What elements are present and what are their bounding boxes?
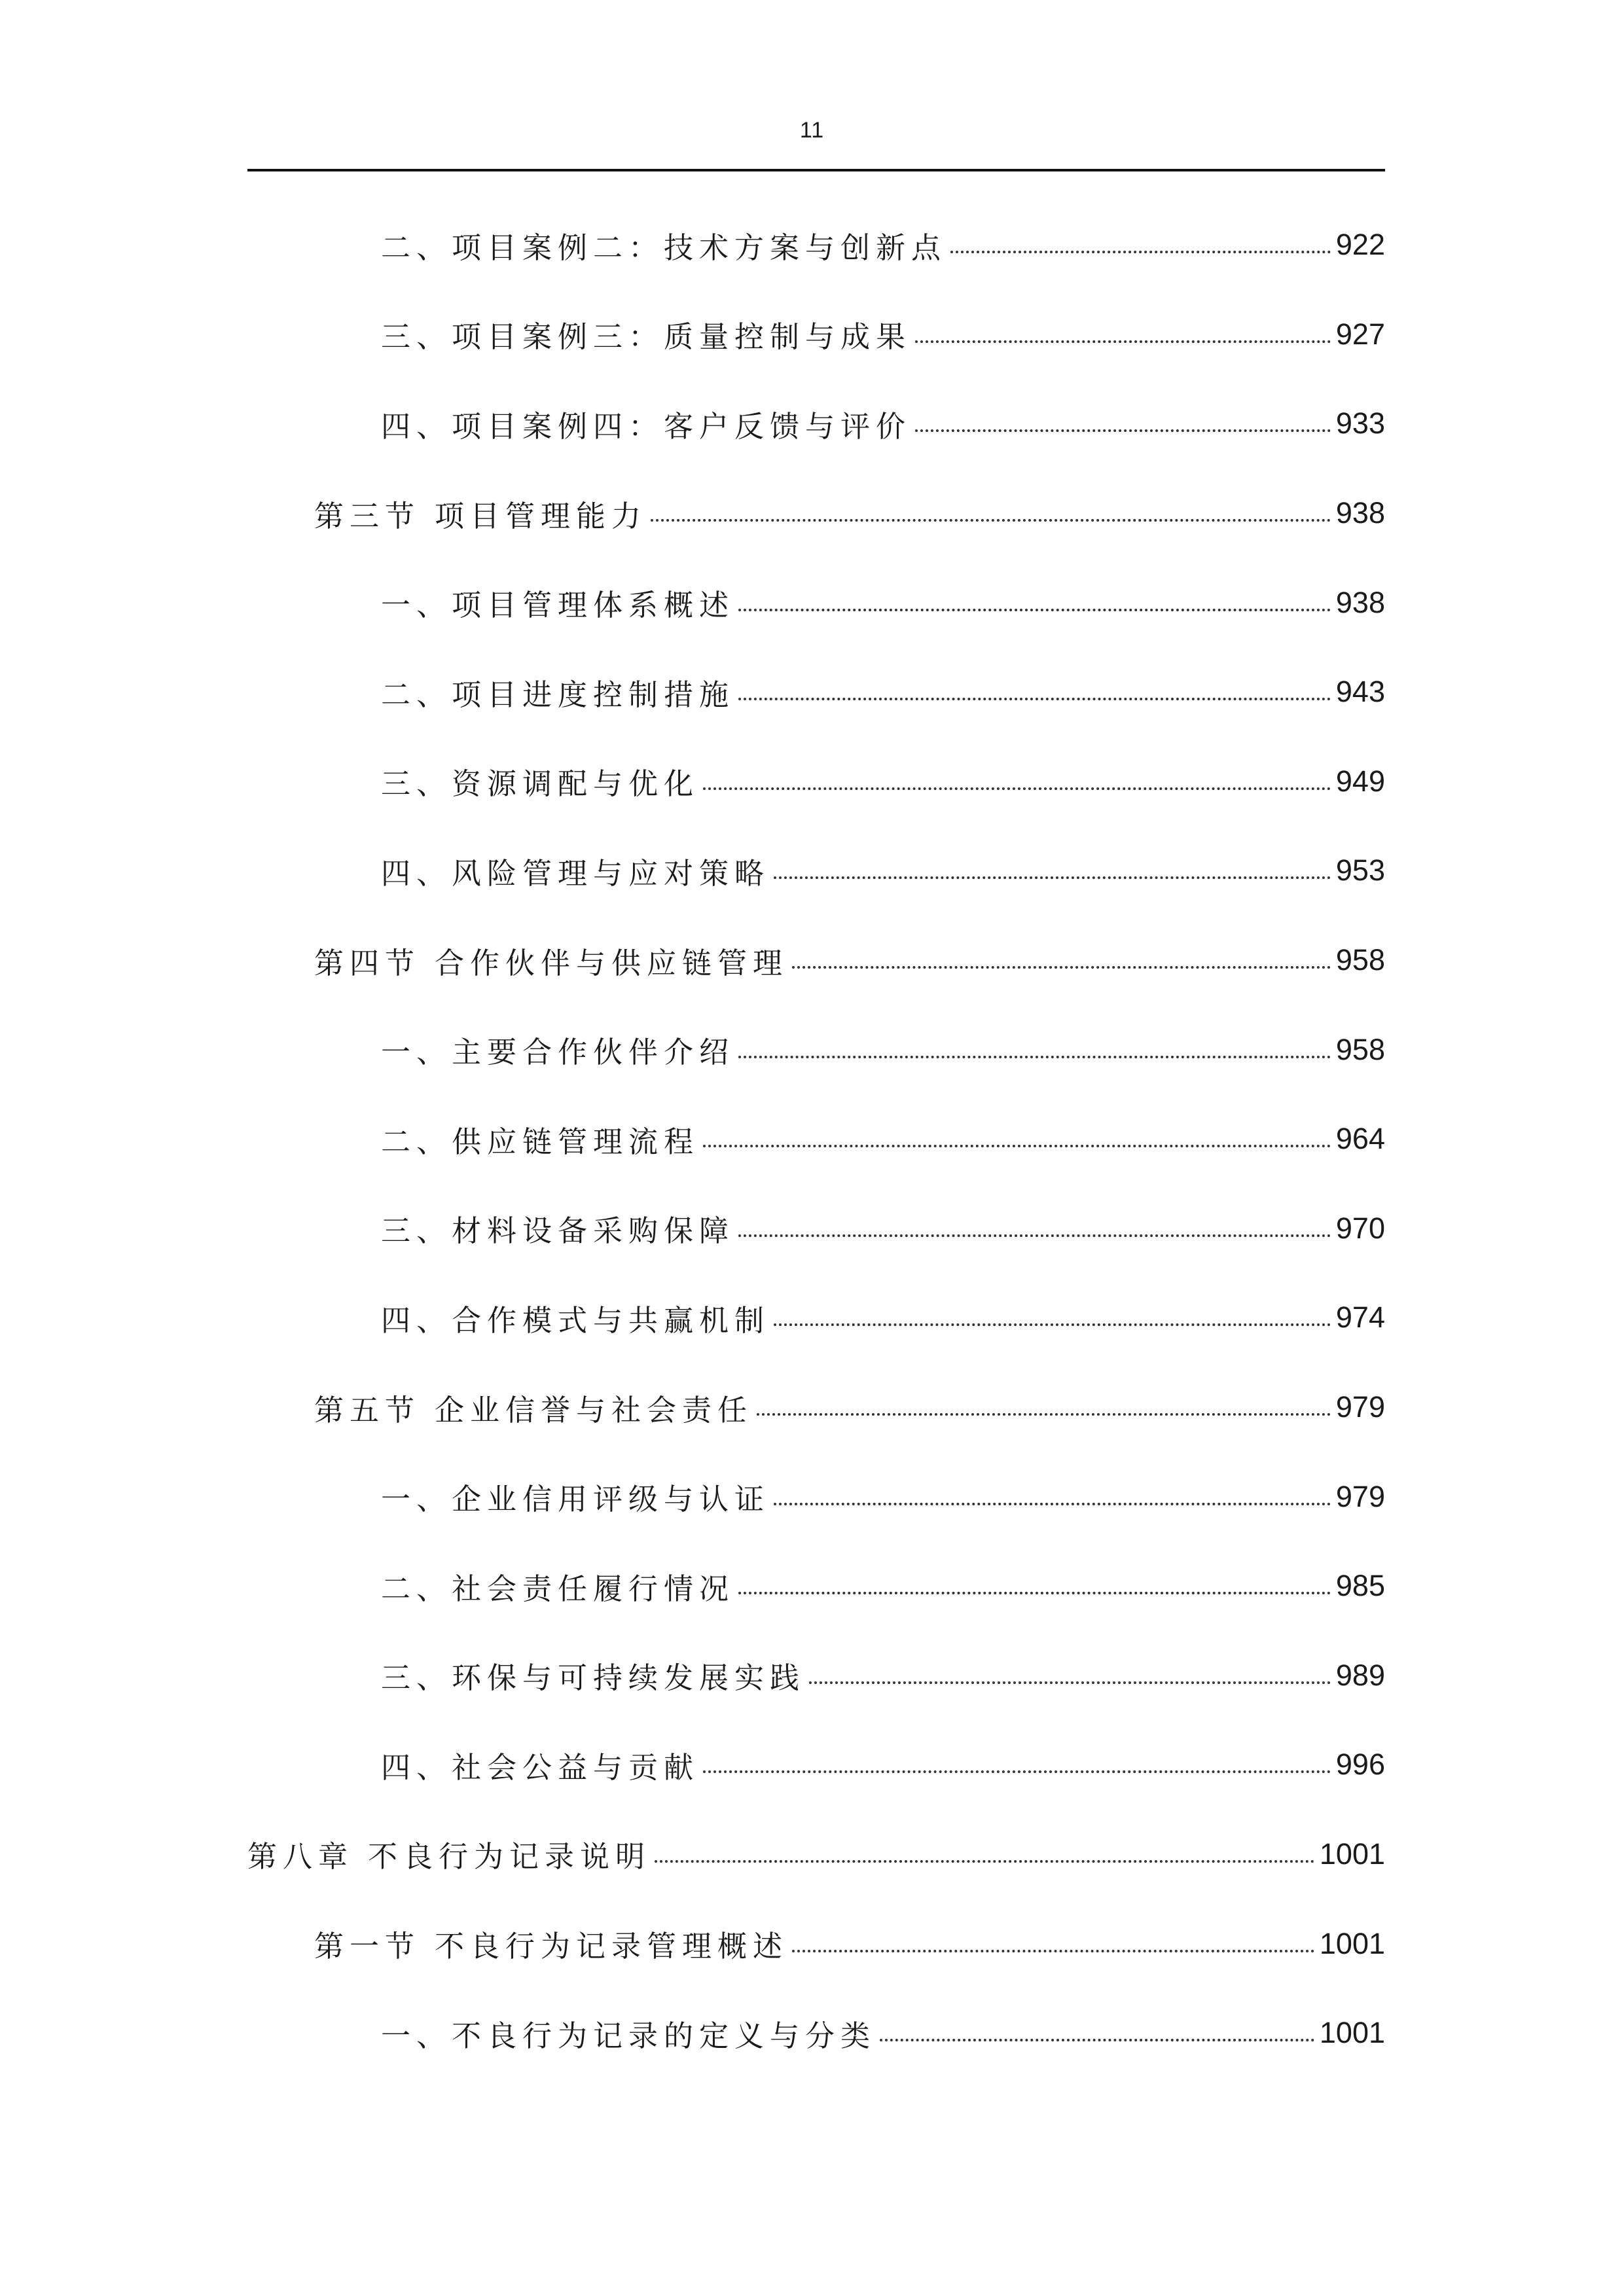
- toc-entry-title: [381, 1207, 734, 1249]
- toc-dot-leader: [792, 966, 1331, 969]
- toc-entry-prefix: 四、: [381, 1749, 452, 1785]
- toc-entry-title: [381, 850, 770, 892]
- toc-entry[interactable]: [247, 1541, 1385, 1631]
- toc-entry-title: [381, 224, 947, 266]
- toc-entry[interactable]: [247, 1899, 1385, 1988]
- toc-entry-title: [381, 671, 734, 713]
- toc-entry-text: 材料设备采购保障: [452, 1213, 735, 1249]
- toc-entry-title: [381, 313, 911, 355]
- toc-entry[interactable]: [247, 1363, 1385, 1452]
- toc-entry-text: 社会公益与贡献: [452, 1749, 700, 1785]
- toc-entry-page-number: 958: [1335, 1032, 1385, 1066]
- toc-entry-page-number: 979: [1335, 1479, 1385, 1513]
- toc-entry-title: [381, 581, 734, 624]
- toc-entry-text: 合作模式与共赢机制: [452, 1302, 770, 1338]
- toc-entry-prefix: 第三节: [314, 498, 421, 533]
- toc-entry-title: [247, 1833, 651, 1875]
- toc-dot-leader: [774, 876, 1331, 879]
- toc-entry-prefix: 四、: [381, 855, 452, 891]
- toc-entry-prefix: 四、项目案例四：: [381, 408, 664, 444]
- toc-dot-leader: [880, 2039, 1314, 2041]
- toc-entry-prefix: 一、: [381, 1482, 452, 1517]
- toc-entry-title: [381, 1565, 734, 1607]
- toc-entry-text: 企业信誉与社会责任: [435, 1392, 753, 1427]
- toc-dot-leader: [651, 519, 1331, 522]
- toc-entry-page-number: 938: [1335, 585, 1385, 619]
- toc-entry-prefix: 三、: [381, 766, 452, 802]
- toc-entry[interactable]: [247, 826, 1385, 916]
- toc-dot-leader: [950, 251, 1331, 253]
- toc-entry-page-number: 949: [1335, 764, 1385, 798]
- toc-entry-prefix: 第八章: [247, 1839, 354, 1874]
- toc-dot-leader: [774, 1323, 1331, 1326]
- toc-entry-prefix: 二、: [381, 1124, 452, 1159]
- toc-entry[interactable]: [247, 1631, 1385, 1721]
- toc-entry[interactable]: [247, 1184, 1385, 1274]
- toc-entry-prefix: 第五节: [314, 1392, 421, 1427]
- toc-entry[interactable]: [247, 200, 1385, 290]
- toc-entry[interactable]: [247, 290, 1385, 380]
- toc-entry[interactable]: [247, 647, 1385, 737]
- toc-entry-text: 社会责任履行情况: [452, 1571, 735, 1606]
- toc-entry-title: [314, 939, 788, 982]
- toc-entry-text: 不良行为记录说明: [368, 1839, 651, 1874]
- toc-entry-text: 不良行为记录管理概述: [435, 1929, 789, 1964]
- toc-entry-page-number: 1001: [1319, 2016, 1385, 2050]
- toc-dot-leader: [792, 1950, 1314, 1952]
- toc-entry-title: [381, 1654, 805, 1696]
- toc-dot-leader: [655, 1860, 1314, 1863]
- toc-entry-page-number: 964: [1335, 1122, 1385, 1156]
- toc-entry-title: [381, 1118, 699, 1160]
- toc-entry-title: [381, 403, 911, 445]
- toc-entry[interactable]: [247, 469, 1385, 558]
- toc-entry-page-number: 938: [1335, 496, 1385, 530]
- toc-entry-page-number: 922: [1335, 228, 1385, 262]
- toc-dot-leader: [757, 1413, 1331, 1416]
- toc-entry-title: [314, 1922, 788, 1965]
- toc-entry-prefix: 一、: [381, 1035, 452, 1070]
- toc-entry-text: 主要合作伙伴介绍: [452, 1035, 735, 1070]
- toc-entry-text: 技术方案与创新点: [664, 230, 947, 265]
- toc-entry-text: 项目管理体系概述: [452, 588, 735, 623]
- toc-entry-text: 项目进度控制措施: [452, 677, 735, 712]
- toc-entry-page-number: 979: [1335, 1390, 1385, 1424]
- toc-entry-page-number: 927: [1335, 317, 1385, 351]
- toc-entry-prefix: 三、: [381, 1660, 452, 1696]
- toc-entry-text: 质量控制与成果: [664, 319, 912, 355]
- toc-entry-prefix: 第四节: [314, 945, 421, 980]
- toc-entry-text: 资源调配与优化: [452, 766, 700, 802]
- toc-entry-page-number: 933: [1335, 406, 1385, 440]
- toc-entry-title: [381, 1297, 770, 1339]
- toc-entry-page-number: 943: [1335, 675, 1385, 709]
- toc-entry[interactable]: [247, 379, 1385, 469]
- toc-entry[interactable]: [247, 1005, 1385, 1094]
- toc-entry[interactable]: [247, 1988, 1385, 2078]
- toc-entry-title: [381, 1028, 734, 1071]
- table-of-contents: [247, 200, 1385, 2077]
- toc-entry-title: [314, 492, 647, 535]
- toc-entry-text: 不良行为记录的定义与分类: [452, 2018, 876, 2053]
- toc-entry-prefix: 第一节: [314, 1929, 421, 1964]
- toc-dot-leader: [738, 1592, 1331, 1594]
- toc-entry-prefix: 一、: [381, 588, 452, 623]
- header-divider: [247, 169, 1385, 171]
- toc-entry-text: 风险管理与应对策略: [452, 855, 770, 891]
- toc-entry-page-number: 1001: [1319, 1926, 1385, 1960]
- toc-entry-prefix: 二、: [381, 1571, 452, 1606]
- toc-entry-page-number: 985: [1335, 1569, 1385, 1603]
- toc-dot-leader: [703, 1145, 1331, 1147]
- toc-entry-page-number: 989: [1335, 1658, 1385, 1692]
- page-number: 11: [799, 118, 825, 143]
- toc-entry-text: 企业信用评级与认证: [452, 1482, 770, 1517]
- toc-entry-text: 合作伙伴与供应链管理: [435, 945, 789, 980]
- toc-entry[interactable]: [247, 1094, 1385, 1184]
- toc-entry-text: 客户反馈与评价: [664, 408, 912, 444]
- toc-entry[interactable]: [247, 558, 1385, 647]
- toc-entry-text: 供应链管理流程: [452, 1124, 700, 1159]
- toc-entry[interactable]: [247, 1273, 1385, 1363]
- toc-entry[interactable]: [247, 1720, 1385, 1810]
- toc-entry-text: 项目管理能力: [435, 498, 647, 533]
- toc-dot-leader: [738, 1056, 1331, 1058]
- toc-entry-prefix: 三、项目案例三：: [381, 319, 664, 355]
- toc-entry-prefix: 二、: [381, 677, 452, 712]
- toc-dot-leader: [915, 429, 1331, 432]
- toc-entry-page-number: 953: [1335, 853, 1385, 888]
- toc-entry[interactable]: [247, 737, 1385, 827]
- toc-dot-leader: [738, 1234, 1331, 1237]
- toc-entry[interactable]: [247, 1452, 1385, 1541]
- toc-entry-prefix: 三、: [381, 1213, 452, 1249]
- toc-entry-title: [381, 2012, 876, 2054]
- toc-entry[interactable]: [247, 916, 1385, 1005]
- toc-entry-page-number: 958: [1335, 943, 1385, 977]
- toc-entry-page-number: 970: [1335, 1211, 1385, 1245]
- toc-entry-text: 环保与可持续发展实践: [452, 1660, 806, 1696]
- toc-entry-prefix: 一、: [381, 2018, 452, 2053]
- toc-entry-title: [381, 760, 699, 802]
- toc-entry-page-number: 996: [1335, 1748, 1385, 1782]
- toc-dot-leader: [703, 787, 1331, 790]
- toc-entry-prefix: 四、: [381, 1302, 452, 1338]
- toc-entry-title: [381, 1475, 770, 1518]
- toc-entry-prefix: 二、项目案例二：: [381, 230, 664, 265]
- toc-dot-leader: [738, 698, 1331, 700]
- toc-entry-title: [381, 1744, 699, 1786]
- toc-entry-page-number: 1001: [1319, 1837, 1385, 1871]
- toc-entry-page-number: 974: [1335, 1300, 1385, 1335]
- toc-entry-title: [314, 1386, 753, 1429]
- toc-dot-leader: [809, 1681, 1331, 1684]
- toc-dot-leader: [774, 1503, 1331, 1505]
- toc-dot-leader: [738, 609, 1331, 611]
- toc-dot-leader: [703, 1770, 1331, 1773]
- toc-entry[interactable]: [247, 1810, 1385, 1899]
- toc-dot-leader: [915, 340, 1331, 343]
